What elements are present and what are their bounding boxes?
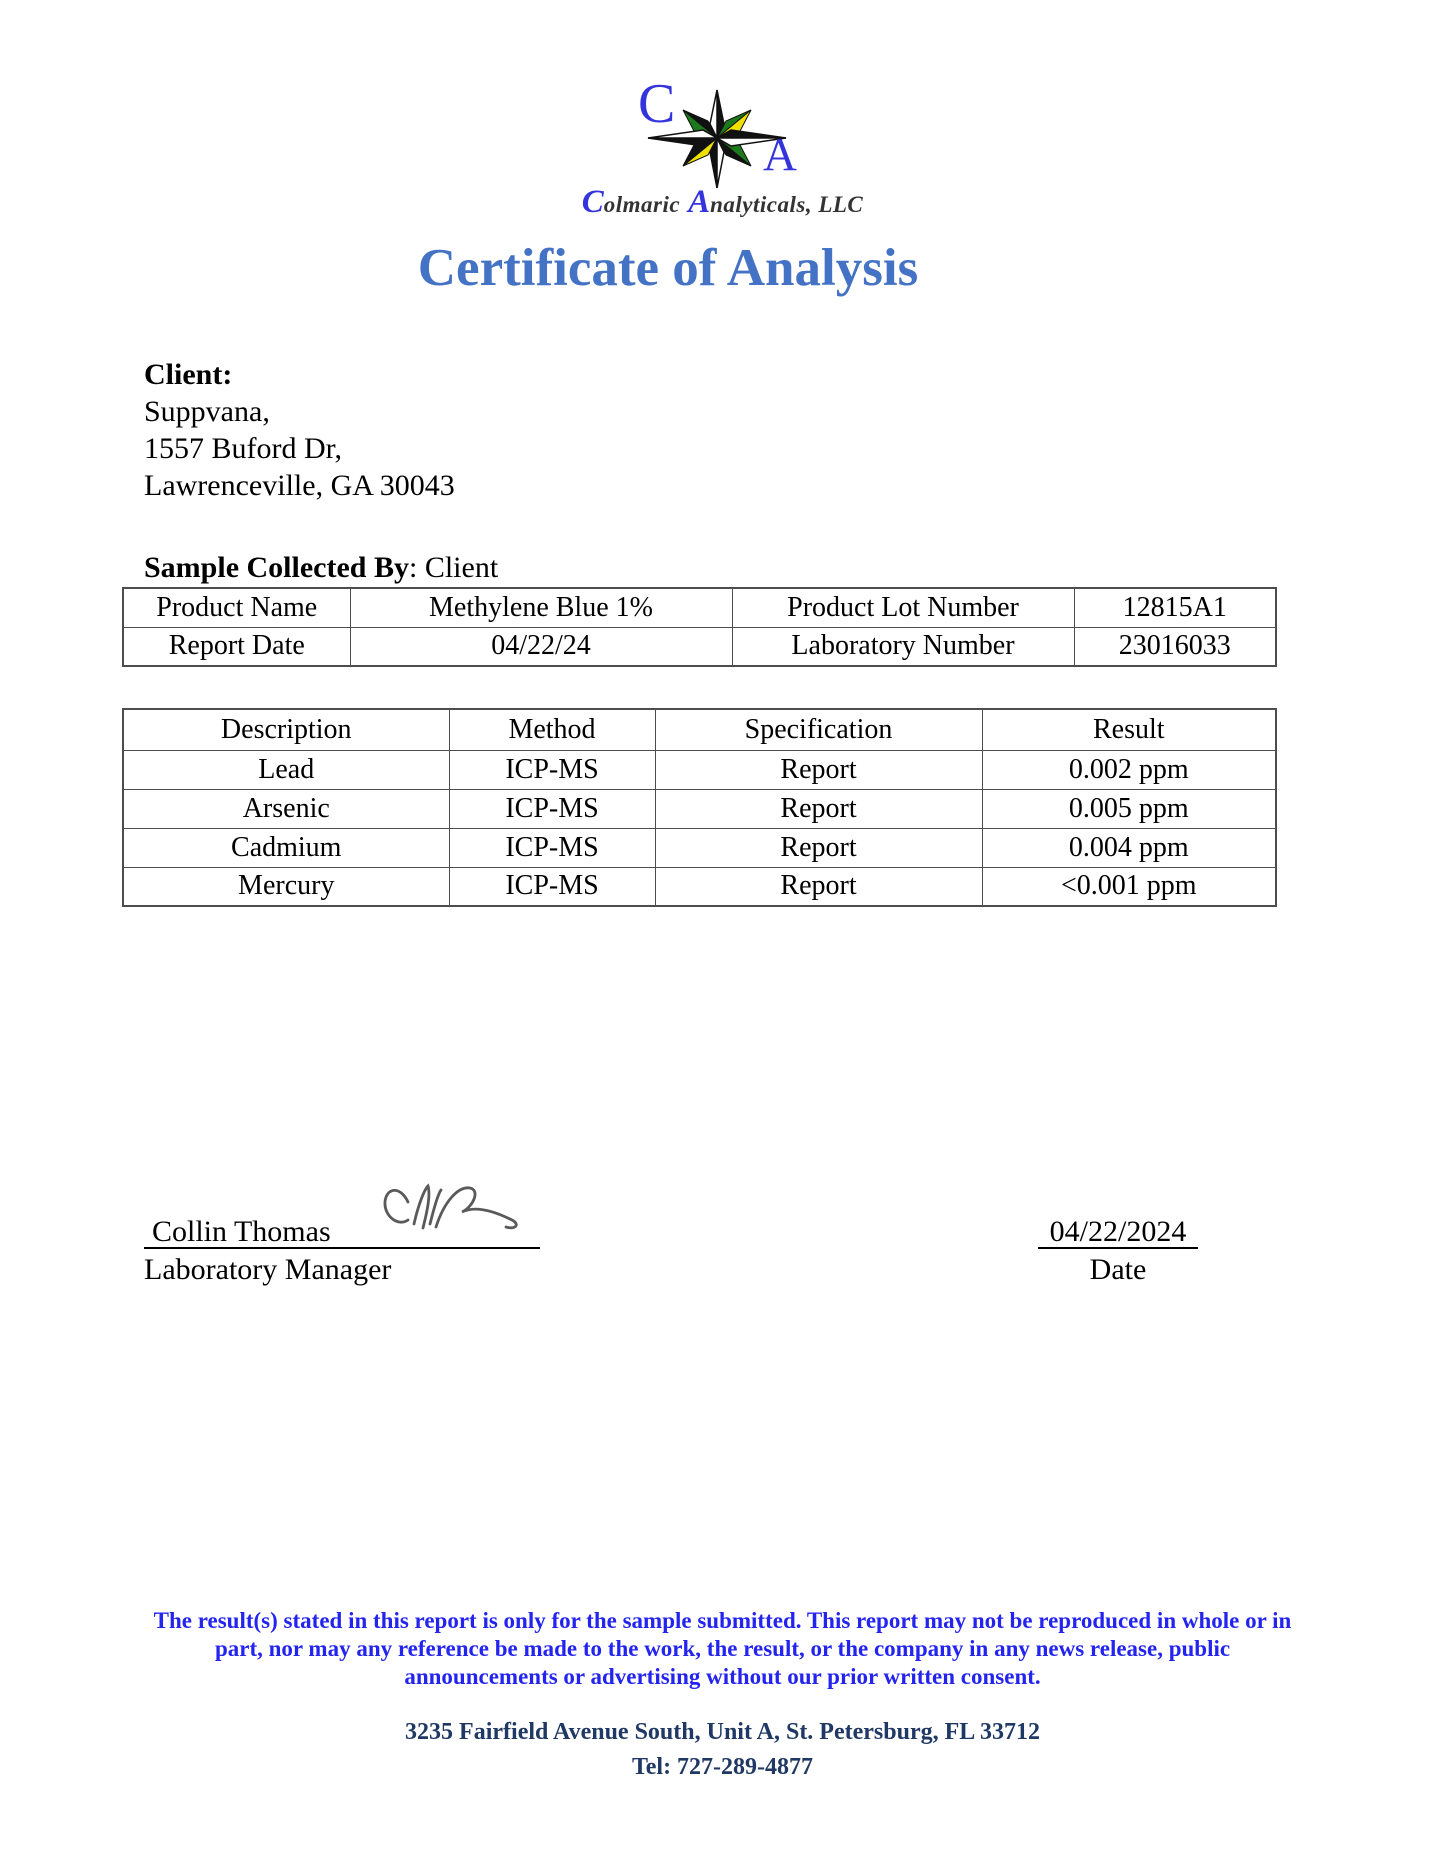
table-row-cadmium [123,828,1276,867]
client-street: 1557 Buford Dr, [144,432,342,465]
client-label: Client: [144,358,233,391]
cell-analyte: Cadmium [123,828,449,867]
cell-spec: Report [655,828,982,867]
cell-spec: Report [655,750,982,789]
disclaimer-text: The result(s) stated in this report is only for the sample submitted. This report may not be reproduced in whole or in part, nor may any reference be made to the work, the result, or the company in any news release, public announcements or advertising without our prior written consent. [153,1608,1292,1689]
logo-monogram-c: C [638,73,676,135]
table-row-mercury [123,867,1276,906]
logo-monogram-a: A [763,129,797,181]
signature-date: 04/22/2024 [1038,1215,1198,1249]
cell-spec: Report [655,789,982,828]
lot-number-label: Product Lot Number [732,588,1074,627]
lot-number-value: 12815A1 [1074,588,1276,627]
table-row [123,588,1276,627]
logo-company-c: C [581,184,604,220]
cell-method: ICP-MS [449,867,655,906]
lab-address: 3235 Fairfield Avenue South, Unit A, St. Petersburg, FL 33712 [405,1719,1040,1745]
table-row-lead [123,750,1276,789]
lab-number-label: Laboratory Number [732,627,1074,666]
col-result: Result [982,709,1276,750]
client-city: Lawrenceville, GA 30043 [144,469,455,502]
handwritten-signature-icon [378,1180,530,1244]
product-info-table [122,587,1277,667]
product-name-value: Methylene Blue 1% [350,588,732,627]
results-header-row [123,709,1276,750]
logo-company-a: A [688,184,711,220]
sample-collected-line [144,551,498,585]
logo-company-name: Colmaric Analyticals, LLC [581,184,864,220]
table-row [123,627,1276,666]
cell-method: ICP-MS [449,750,655,789]
col-description: Description [123,709,449,750]
cell-spec: Report [655,867,982,906]
cell-result: 0.002 ppm [982,750,1276,789]
date-label: Date [1089,1253,1147,1286]
signer-name: Collin Thomas [152,1215,331,1248]
cell-result: <0.001 ppm [982,867,1276,906]
client-name: Suppvana, [144,395,270,428]
sample-collected-value: : Client [408,551,499,584]
col-method: Method [449,709,655,750]
cell-method: ICP-MS [449,828,655,867]
cell-method: ICP-MS [449,789,655,828]
signer-title: Laboratory Manager [144,1253,392,1286]
cell-analyte: Lead [123,750,449,789]
cell-analyte: Arsenic [123,789,449,828]
sample-collected-label: Sample Collected By [144,551,409,584]
results-table [122,708,1277,907]
col-specification: Specification [655,709,982,750]
product-name-label: Product Name [123,588,350,627]
client-block [144,356,455,504]
cell-result: 0.005 ppm [982,789,1276,828]
report-date-value: 04/22/24 [350,627,732,666]
page-title: Certificate of Analysis [417,239,919,297]
cell-result: 0.004 ppm [982,828,1276,867]
lab-address-block [0,1715,1445,1785]
cell-analyte: Mercury [123,867,449,906]
report-date-label: Report Date [123,627,350,666]
lab-phone: Tel: 727-289-4877 [631,1754,814,1780]
table-row-arsenic [123,789,1276,828]
lab-number-value: 23016033 [1074,627,1276,666]
